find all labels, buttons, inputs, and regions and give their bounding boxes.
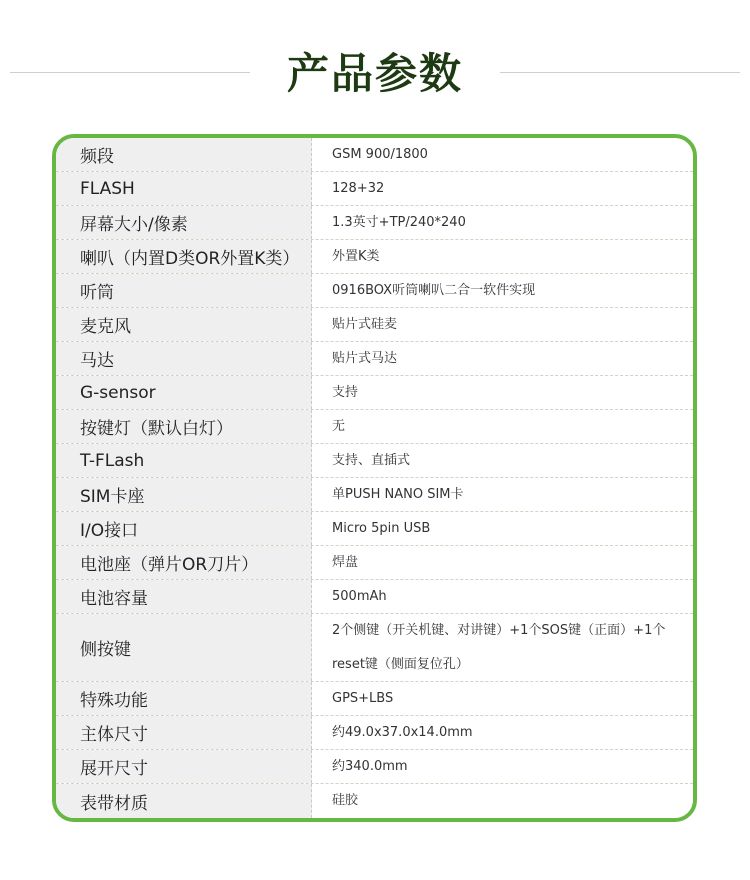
spec-label: SIM卡座 (56, 478, 312, 511)
spec-table (52, 134, 697, 822)
spec-value: GPS+LBS (332, 690, 394, 706)
table-row (56, 580, 693, 614)
spec-label: 表带材质 (56, 784, 312, 818)
table-row (56, 274, 693, 308)
spec-value: 硅胶 (332, 793, 359, 808)
spec-label: 马达 (56, 342, 312, 375)
spec-value: 约340.0mm (332, 758, 408, 774)
spec-label: 屏幕大小/像素 (56, 206, 312, 239)
spec-value: 约49.0x37.0x14.0mm (332, 724, 473, 740)
spec-label: G-sensor (56, 376, 312, 409)
spec-label: 按键灯（默认白灯） (56, 410, 312, 443)
spec-label: I/O接口 (56, 512, 312, 545)
spec-value: 支持、直插式 (332, 452, 411, 468)
spec-value: 贴片式硅麦 (332, 316, 398, 332)
spec-label: 主体尺寸 (56, 716, 312, 749)
spec-value: 2个侧键（开关机键、对讲键）+1个SOS键（正面）+1个reset键（侧面复位孔） (332, 622, 666, 672)
spec-label: 麦克风 (56, 308, 312, 341)
spec-label: 电池容量 (56, 580, 312, 613)
spec-value: 外置K类 (332, 248, 380, 264)
spec-value: GSM 900/1800 (332, 146, 428, 162)
table-row (56, 546, 693, 580)
spec-label: 特殊功能 (56, 682, 312, 715)
spec-value: 1.3英寸+TP/240*240 (332, 214, 466, 230)
spec-label: T-FLash (56, 444, 312, 477)
table-row (56, 716, 693, 750)
spec-value: 128+32 (332, 180, 385, 196)
table-row (56, 308, 693, 342)
table-row (56, 512, 693, 546)
table-row (56, 444, 693, 478)
spec-label: 展开尺寸 (56, 750, 312, 783)
table-row (56, 240, 693, 274)
spec-value: 单PUSH NANO SIM卡 (332, 486, 464, 502)
spec-label: 喇叭（内置D类OR外置K类） (56, 240, 312, 273)
page-title: 产品参数 (286, 49, 463, 98)
spec-label: 电池座（弹片OR刀片） (56, 546, 312, 579)
spec-value: Micro 5pin USB (332, 520, 431, 536)
table-row (56, 206, 693, 240)
table-row (56, 376, 693, 410)
table-row (56, 682, 693, 716)
spec-value: 无 (332, 418, 346, 434)
spec-label: FLASH (56, 172, 312, 205)
spec-label: 听筒 (56, 274, 312, 307)
spec-value: 0916BOX听筒喇叭二合一软件实现 (332, 282, 536, 298)
table-row (56, 750, 693, 784)
table-row (56, 410, 693, 444)
table-row (56, 172, 693, 206)
spec-value: 500mAh (332, 588, 387, 604)
spec-value: 焊盘 (332, 554, 359, 570)
heading-divider-right (500, 72, 740, 73)
table-row (56, 342, 693, 376)
spec-value: 贴片式马达 (332, 350, 398, 366)
spec-label: 频段 (56, 138, 312, 171)
table-row (56, 138, 693, 172)
section-heading (0, 38, 750, 108)
spec-value: 支持 (332, 384, 359, 400)
table-row (56, 478, 693, 512)
spec-label: 侧按键 (56, 614, 312, 681)
table-row (56, 784, 693, 818)
table-row (56, 614, 693, 682)
